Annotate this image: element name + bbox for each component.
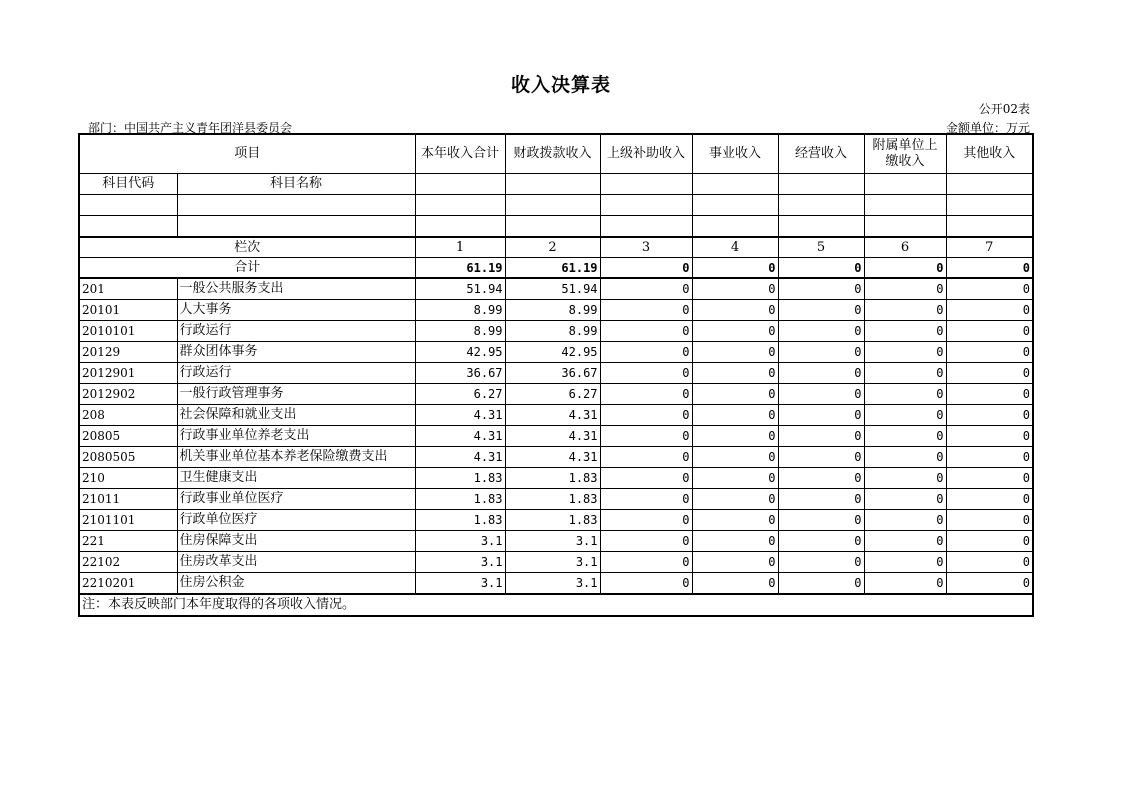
amount-cell: 0 (600, 342, 692, 363)
column-header: 经营收入 (778, 134, 864, 174)
amount-cell: 0 (864, 405, 946, 426)
amount-cell: 36.67 (505, 363, 600, 384)
table-row (79, 573, 1033, 595)
column-header: 其他收入 (946, 134, 1033, 174)
amount-cell: 6.27 (505, 384, 600, 405)
amount-cell: 0 (864, 426, 946, 447)
amount-cell: 8.99 (505, 300, 600, 321)
amount-cell: 0 (692, 300, 778, 321)
amount-cell: 0 (864, 321, 946, 342)
amount-cell: 0 (692, 342, 778, 363)
subject-code: 20129 (79, 342, 177, 363)
amount-cell: 1.83 (415, 468, 505, 489)
column-header: 上级补助收入 (600, 134, 692, 174)
table-row (79, 384, 1033, 405)
amount-cell: 0 (778, 531, 864, 552)
department-label: 部门：中国共产主义青年团洋县委员会 (88, 121, 293, 135)
subject-code: 20805 (79, 426, 177, 447)
amount-cell: 4.31 (505, 447, 600, 468)
subject-name: 行政运行 (177, 321, 415, 342)
table-row (79, 405, 1033, 426)
amount-cell: 0 (864, 573, 946, 595)
subject-name: 住房公积金 (177, 573, 415, 595)
amount-cell: 0 (778, 468, 864, 489)
amount-cell: 0 (946, 278, 1033, 300)
amount-cell: 0 (600, 468, 692, 489)
amount-cell: 0 (600, 300, 692, 321)
amount-cell: 42.95 (415, 342, 505, 363)
amount-cell: 3.1 (505, 573, 600, 595)
amount-cell: 0 (946, 384, 1033, 405)
amount-cell: 8.99 (415, 321, 505, 342)
amount-cell: 0 (864, 489, 946, 510)
amount-cell: 0 (600, 426, 692, 447)
total-value: 0 (864, 258, 946, 279)
amount-cell: 8.99 (415, 300, 505, 321)
amount-cell: 0 (946, 573, 1033, 595)
amount-cell: 0 (864, 278, 946, 300)
amount-cell: 0 (864, 468, 946, 489)
amount-cell: 0 (946, 426, 1033, 447)
amount-cell: 0 (778, 300, 864, 321)
subject-code: 2101101 (79, 510, 177, 531)
subject-name: 一般行政管理事务 (177, 384, 415, 405)
table-row (79, 300, 1033, 321)
amount-cell: 51.94 (505, 278, 600, 300)
amount-cell: 0 (864, 510, 946, 531)
total-value: 0 (692, 258, 778, 279)
amount-cell: 0 (778, 552, 864, 573)
total-value: 0 (600, 258, 692, 279)
subject-code: 21011 (79, 489, 177, 510)
total-value: 0 (778, 258, 864, 279)
amount-cell: 0 (600, 510, 692, 531)
amount-cell: 0 (692, 489, 778, 510)
amount-cell: 0 (692, 278, 778, 300)
amount-cell: 0 (946, 489, 1033, 510)
subject-code: 2012901 (79, 363, 177, 384)
amount-cell: 0 (600, 321, 692, 342)
table-row (79, 489, 1033, 510)
amount-cell: 0 (864, 447, 946, 468)
total-value: 0 (946, 258, 1033, 279)
amount-cell: 0 (600, 405, 692, 426)
subject-name: 行政单位医疗 (177, 510, 415, 531)
amount-cell: 42.95 (505, 342, 600, 363)
amount-cell: 3.1 (505, 552, 600, 573)
amount-cell: 0 (692, 531, 778, 552)
table-row (79, 278, 1033, 300)
amount-cell: 0 (778, 321, 864, 342)
amount-cell: 0 (692, 552, 778, 573)
amount-cell: 0 (778, 363, 864, 384)
name-header: 科目名称 (177, 174, 415, 195)
table-row (79, 552, 1033, 573)
column-number: 6 (864, 237, 946, 258)
amount-cell: 0 (692, 426, 778, 447)
amount-cell: 0 (778, 573, 864, 595)
subject-name: 住房保障支出 (177, 531, 415, 552)
amount-cell: 4.31 (505, 405, 600, 426)
amount-cell: 0 (946, 552, 1033, 573)
amount-cell: 3.1 (415, 531, 505, 552)
amount-cell: 8.99 (505, 321, 600, 342)
subject-name: 一般公共服务支出 (177, 278, 415, 300)
amount-cell: 0 (778, 384, 864, 405)
subject-code: 2010101 (79, 321, 177, 342)
column-header: 财政拨款收入 (505, 134, 600, 174)
amount-cell: 0 (946, 405, 1033, 426)
page-title: 收入决算表 (510, 74, 611, 96)
amount-cell: 3.1 (415, 573, 505, 595)
amount-cell: 0 (778, 489, 864, 510)
amount-cell: 6.27 (415, 384, 505, 405)
income-table (78, 133, 1034, 617)
amount-cell: 0 (692, 321, 778, 342)
amount-cell: 0 (864, 384, 946, 405)
total-row (79, 258, 1033, 279)
table-row (79, 531, 1033, 552)
subject-code: 22102 (79, 552, 177, 573)
subject-name: 住房改革支出 (177, 552, 415, 573)
header-row (79, 134, 1033, 174)
subject-name: 卫生健康支出 (177, 468, 415, 489)
amount-cell: 0 (692, 363, 778, 384)
column-number-row (79, 237, 1033, 258)
table-row (79, 363, 1033, 384)
table-row (79, 468, 1033, 489)
amount-cell: 0 (864, 531, 946, 552)
blank-row (79, 216, 1033, 238)
table-row (79, 447, 1033, 468)
amount-cell: 0 (864, 342, 946, 363)
total-value: 61.19 (415, 258, 505, 279)
subheader-row (79, 174, 1033, 195)
amount-cell: 0 (946, 363, 1033, 384)
subject-name: 社会保障和就业支出 (177, 405, 415, 426)
subject-name: 行政事业单位医疗 (177, 489, 415, 510)
amount-cell: 1.83 (505, 489, 600, 510)
amount-cell: 0 (778, 405, 864, 426)
amount-cell: 0 (864, 363, 946, 384)
column-number: 5 (778, 237, 864, 258)
total-label: 合计 (79, 258, 415, 279)
subject-name: 行政事业单位养老支出 (177, 426, 415, 447)
subject-code: 201 (79, 278, 177, 300)
amount-cell: 0 (600, 447, 692, 468)
column-number: 4 (692, 237, 778, 258)
subject-code: 221 (79, 531, 177, 552)
column-header: 事业收入 (692, 134, 778, 174)
table-row (79, 321, 1033, 342)
subject-code: 210 (79, 468, 177, 489)
amount-cell: 0 (600, 384, 692, 405)
amount-cell: 0 (692, 510, 778, 531)
note-row (79, 594, 1033, 616)
amount-cell: 51.94 (415, 278, 505, 300)
column-header: 本年收入合计 (415, 134, 505, 174)
subject-name: 机关事业单位基本养老保险缴费支出 (177, 447, 415, 468)
amount-cell: 0 (946, 321, 1033, 342)
amount-cell: 0 (692, 447, 778, 468)
amount-cell: 4.31 (415, 405, 505, 426)
subject-code: 2012902 (79, 384, 177, 405)
subject-code: 20101 (79, 300, 177, 321)
amount-cell: 0 (692, 384, 778, 405)
amount-cell: 0 (946, 510, 1033, 531)
column-number-label: 栏次 (79, 237, 415, 258)
subject-name: 人大事务 (177, 300, 415, 321)
amount-cell: 0 (946, 531, 1033, 552)
subject-name: 行政运行 (177, 363, 415, 384)
subject-code: 2080505 (79, 447, 177, 468)
table-row (79, 426, 1033, 447)
amount-cell: 0 (946, 300, 1033, 321)
amount-cell: 4.31 (415, 447, 505, 468)
total-value: 61.19 (505, 258, 600, 279)
amount-cell: 1.83 (415, 510, 505, 531)
table-row (79, 510, 1033, 531)
amount-cell: 1.83 (415, 489, 505, 510)
amount-cell: 4.31 (505, 426, 600, 447)
column-number: 1 (415, 237, 505, 258)
amount-cell: 0 (778, 278, 864, 300)
amount-cell: 4.31 (415, 426, 505, 447)
blank-row (79, 195, 1033, 216)
amount-cell: 0 (692, 468, 778, 489)
column-header: 附属单位上缴收入 (864, 134, 946, 174)
amount-cell: 0 (778, 510, 864, 531)
amount-cell: 0 (600, 278, 692, 300)
amount-cell: 0 (692, 405, 778, 426)
amount-cell: 0 (600, 489, 692, 510)
amount-cell: 36.67 (415, 363, 505, 384)
amount-cell: 0 (864, 300, 946, 321)
amount-cell: 0 (778, 426, 864, 447)
subject-name: 群众团体事务 (177, 342, 415, 363)
amount-cell: 0 (600, 531, 692, 552)
column-number: 2 (505, 237, 600, 258)
amount-cell: 0 (864, 552, 946, 573)
amount-cell: 0 (946, 342, 1033, 363)
subject-code: 2210201 (79, 573, 177, 595)
table-row (79, 342, 1033, 363)
amount-cell: 0 (600, 363, 692, 384)
amount-cell: 0 (778, 342, 864, 363)
amount-cell: 1.83 (505, 468, 600, 489)
form-number: 公开02表 (978, 102, 1030, 116)
amount-cell: 0 (692, 573, 778, 595)
table-note: 注：本表反映部门本年度取得的各项收入情况。 (79, 594, 1033, 616)
column-number: 3 (600, 237, 692, 258)
amount-cell: 0 (600, 573, 692, 595)
column-number: 7 (946, 237, 1033, 258)
amount-cell: 1.83 (505, 510, 600, 531)
unit-label: 金额单位：万元 (945, 121, 1030, 135)
code-header: 科目代码 (79, 174, 177, 195)
item-header: 项目 (79, 134, 415, 174)
amount-cell: 0 (946, 447, 1033, 468)
amount-cell: 0 (600, 552, 692, 573)
amount-cell: 0 (946, 468, 1033, 489)
amount-cell: 3.1 (415, 552, 505, 573)
subject-code: 208 (79, 405, 177, 426)
amount-cell: 3.1 (505, 531, 600, 552)
amount-cell: 0 (778, 447, 864, 468)
